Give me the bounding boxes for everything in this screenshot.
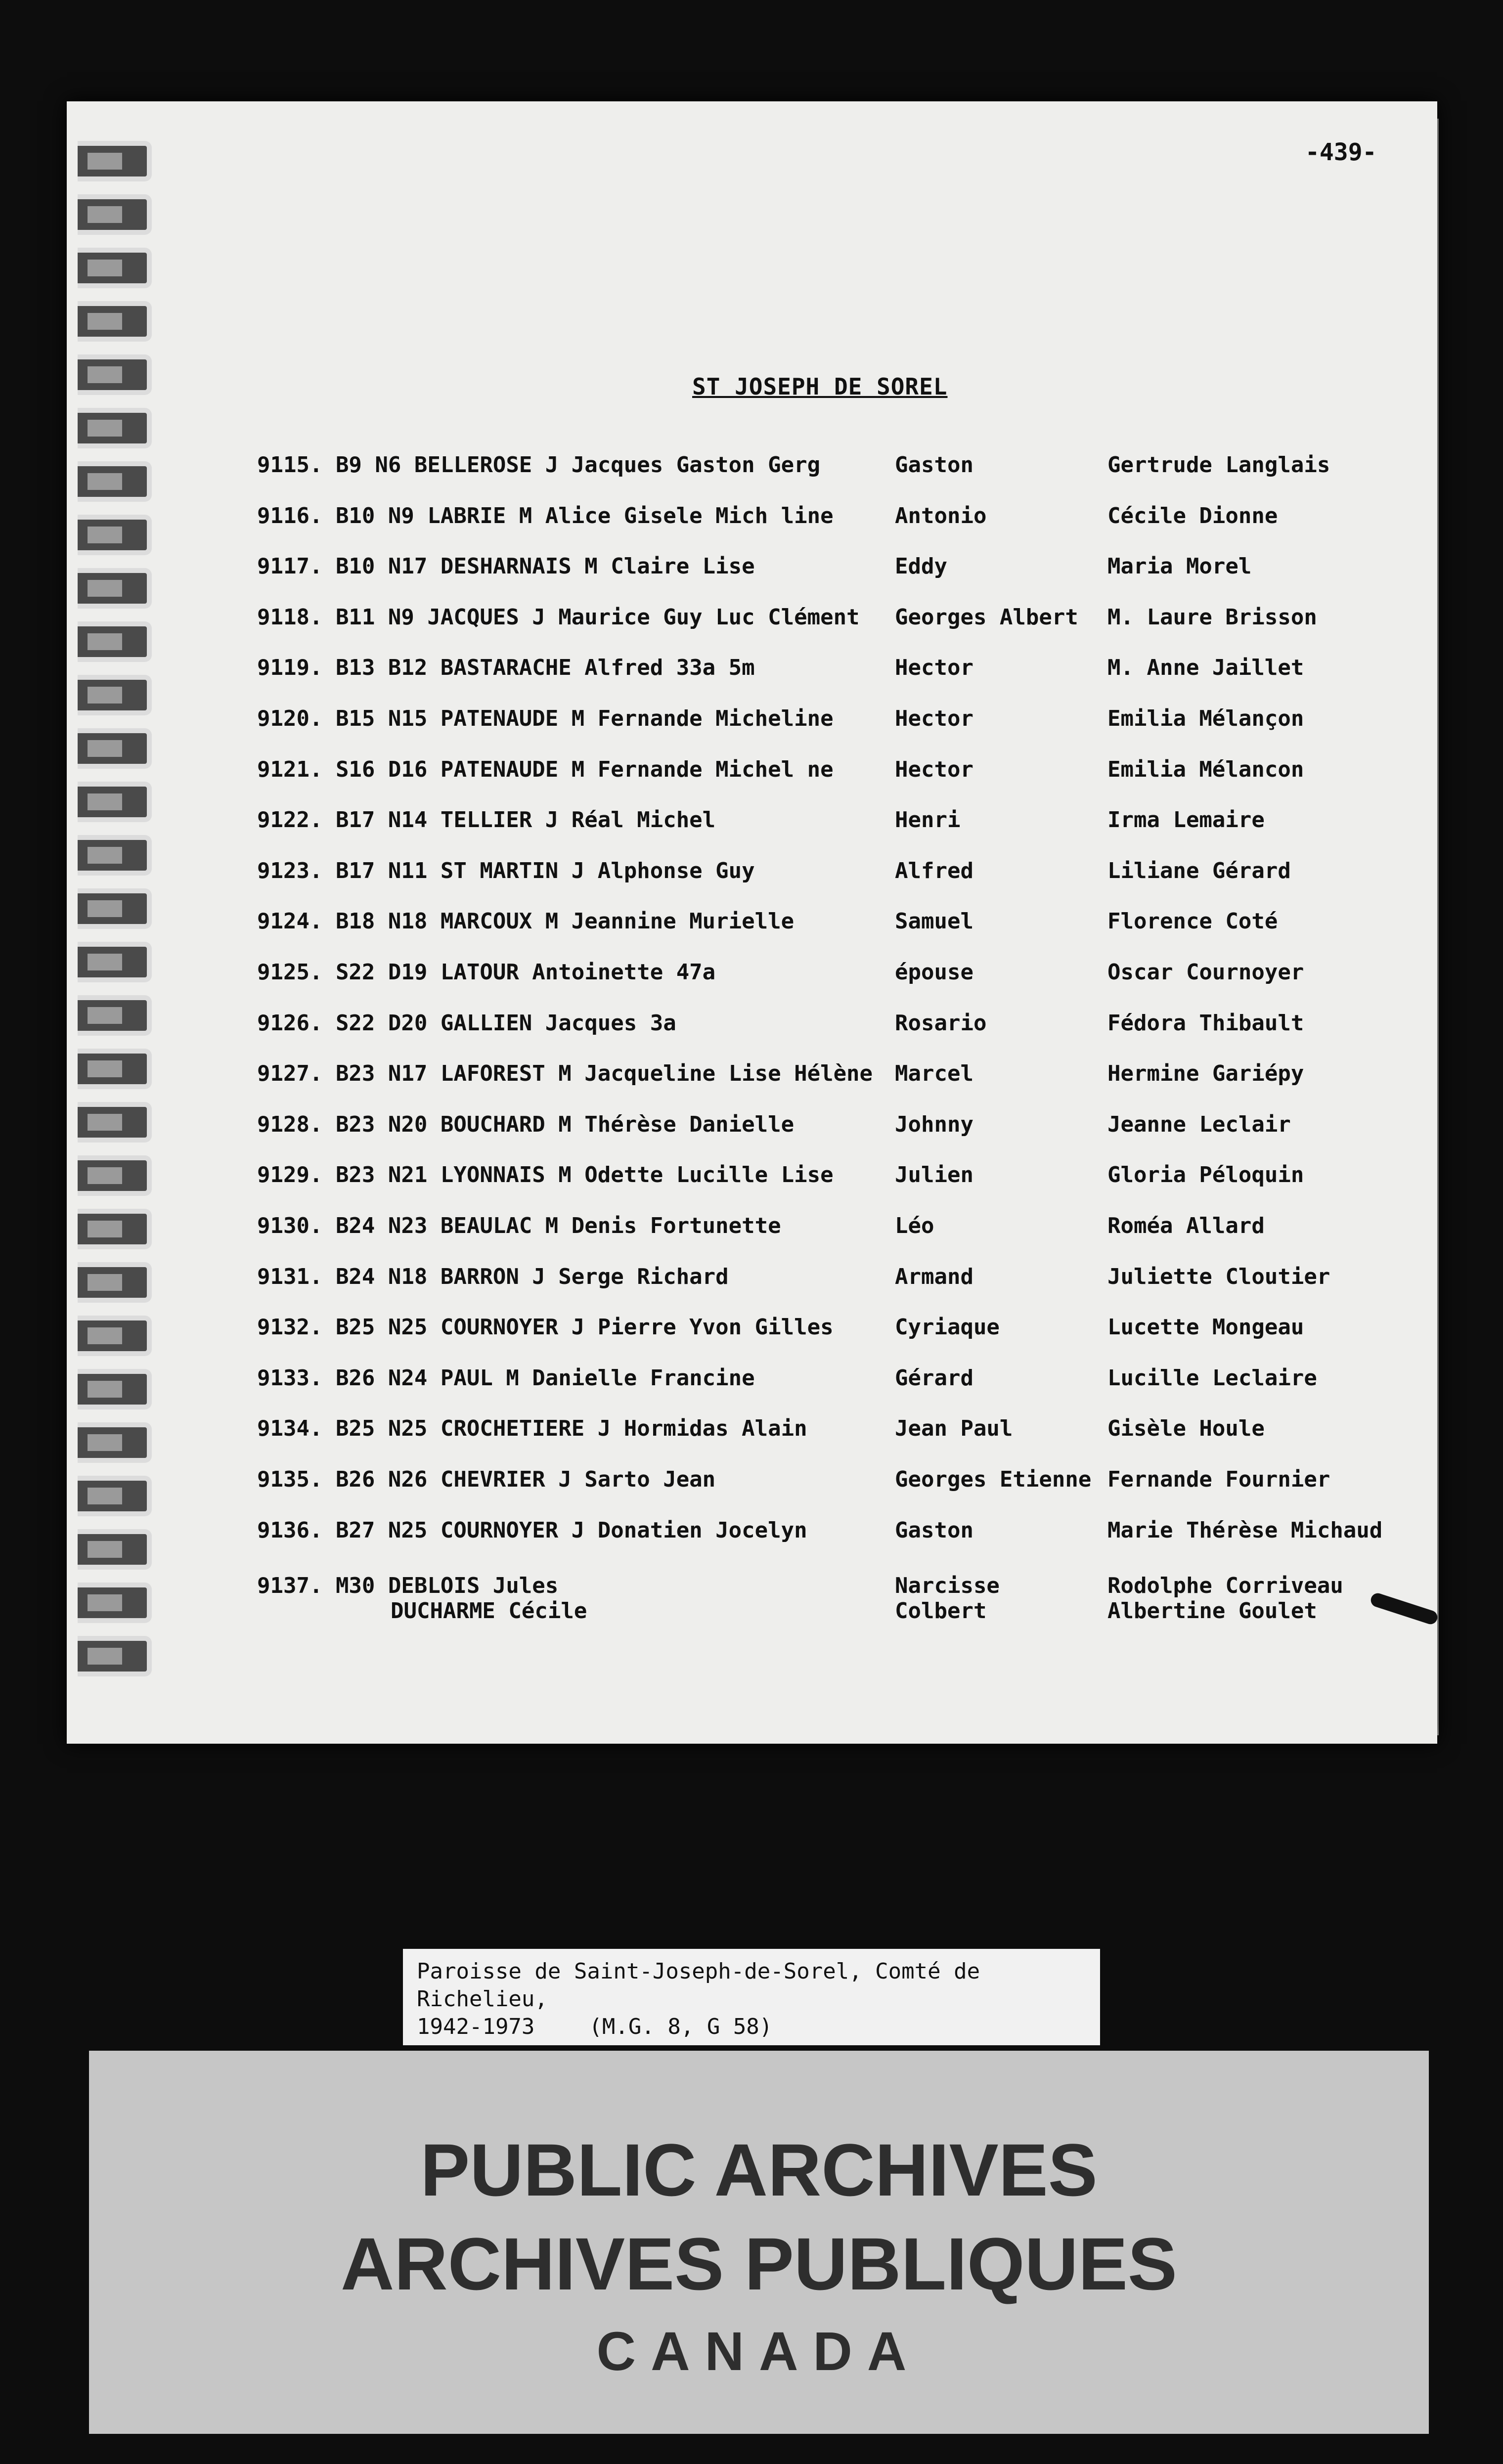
record-father: Johnny [895,1112,973,1137]
record-row [257,909,1394,953]
record-row [257,1011,1394,1055]
record-father: Hector [895,655,973,680]
record-row [257,706,1394,750]
binding-ring [78,728,152,769]
page-number: -439- [1305,138,1377,166]
binding-ring [78,1369,152,1409]
record-father: Alfred [895,858,973,883]
record-row [257,1112,1394,1156]
record-entry: 9135. B26 N26 CHEVRIER J Sarto Jean [257,1467,716,1492]
record-row-last [257,1573,1394,1624]
record-row [257,605,1394,649]
record-mother: Roméa Allard [1107,1213,1265,1238]
record-entry: 9136. B27 N25 COURNOYER J Donatien Jocelyn [257,1518,807,1543]
record-row [257,655,1394,700]
binding-ring [78,1422,152,1463]
record-mother: Irma Lemaire [1107,807,1265,833]
record-entry: 9134. B25 N25 CROCHETIERE J Hormidas Alain [257,1416,807,1441]
binding-ring [78,1316,152,1356]
record-entry: 9128. B23 N20 BOUCHARD M Thérèse Danielle [257,1112,795,1137]
record-entry: 9115. B9 N6 BELLEROSE J Jacques Gaston Gerg [257,452,821,478]
binding-ring [78,568,152,609]
record-col3-line1: Rodolphe Corriveau [1107,1573,1343,1598]
record-entry: 9127. B23 N17 LAFOREST M Jacqueline Lise Hélène [257,1061,873,1086]
binding-ring [78,1636,152,1676]
archive-caption [403,1949,1100,2045]
binding-ring [78,1529,152,1570]
record-row [257,757,1394,801]
archives-label [89,2051,1429,2434]
record-entry: 9129. B23 N21 LYONNAIS M Odette Lucille Lise [257,1162,834,1188]
archives-french: ARCHIVES PUBLIQUES [341,2222,1177,2305]
record-entry: 9125. S22 D19 LATOUR Antoinette 47a [257,960,716,985]
binding-ring [78,408,152,448]
record-entry: 9132. B25 N25 COURNOYER J Pierre Yvon Gilles [257,1315,834,1340]
record-mother: Gertrude Langlais [1107,452,1330,478]
record-father: épouse [895,960,973,985]
binding-ring [78,141,152,181]
record-entry-line2: DUCHARME Cécile [391,1598,587,1624]
record-row [257,960,1394,1004]
page-title: ST JOSEPH DE SOREL [692,373,948,400]
binding-ring [78,1155,152,1196]
record-row [257,554,1394,598]
record-father: Jean Paul [895,1416,1013,1441]
record-entry: 9122. B17 N14 TELLIER J Réal Michel [257,807,716,833]
binding-ring [78,995,152,1036]
record-mother: M. Laure Brisson [1107,605,1317,630]
record-mother: Jeanne Leclair [1107,1112,1291,1137]
binding-ring [78,1583,152,1623]
record-row [257,807,1394,852]
record-row [257,858,1394,903]
record-father: Georges Albert [895,605,1078,630]
record-mother: Lucille Leclaire [1107,1365,1317,1391]
record-row [257,503,1394,548]
record-row [257,1162,1394,1207]
binding-ring [78,248,152,288]
record-father: Julien [895,1162,973,1188]
record-row [257,1213,1394,1258]
record-mother: Emilia Mélancon [1107,757,1304,782]
record-mother: M. Anne Jaillet [1107,655,1304,680]
caption-line1: Paroisse de Saint-Joseph-de-Sorel, Comté de Richelieu, [417,1959,980,2012]
record-mother: Hermine Gariépy [1107,1061,1304,1086]
record-mother: Maria Morel [1107,554,1252,579]
binding-ring [78,1102,152,1143]
record-row [257,452,1394,497]
record-col2-line1: Narcisse [895,1573,1000,1598]
record-mother: Liliane Gérard [1107,858,1291,883]
record-father: Georges Etienne [895,1467,1092,1492]
binding-ring [78,621,152,662]
record-father: Hector [895,757,973,782]
record-entry: 9126. S22 D20 GALLIEN Jacques 3a [257,1011,676,1036]
record-entry: 9133. B26 N24 PAUL M Danielle Francine [257,1365,755,1391]
record-row [257,1467,1394,1511]
record-row [257,1315,1394,1359]
record-father: Henri [895,807,961,833]
binding-ring [78,354,152,395]
record-entry: 9119. B13 B12 BASTARACHE Alfred 33a 5m [257,655,755,680]
binding-ring [78,835,152,876]
record-mother: Fernande Fournier [1107,1467,1330,1492]
record-entry: 9118. B11 N9 JACQUES J Maurice Guy Luc Clément [257,605,860,630]
archives-english: PUBLIC ARCHIVES [420,2128,1098,2211]
binding-ring [78,782,152,822]
record-row [257,1416,1394,1460]
record-entry: 9131. B24 N18 BARRON J Serge Richard [257,1264,729,1289]
record-mother: Cécile Dionne [1107,503,1278,528]
record-mother: Florence Coté [1107,909,1278,934]
record-mother: Juliette Cloutier [1107,1264,1330,1289]
record-row [257,1365,1394,1410]
record-entry: 9116. B10 N9 LABRIE M Alice Gisele Mich line [257,503,834,528]
record-father: Léo [895,1213,934,1238]
binding-ring [78,515,152,555]
binding-ring [78,1262,152,1303]
binding-ring [78,1049,152,1089]
record-col2-line2: Colbert [895,1598,987,1624]
record-row [257,1061,1394,1105]
record-mother: Emilia Mélançon [1107,706,1304,731]
binding-ring [78,942,152,982]
record-father: Gaston [895,452,973,478]
record-mother: Gisèle Houle [1107,1416,1265,1441]
archives-country: CANADA [596,2321,922,2382]
record-entry: 9120. B15 N15 PATENAUDE M Fernande Micheline [257,706,834,731]
record-father: Antonio [895,503,987,528]
binding-ring [78,675,152,715]
record-father: Cyriaque [895,1315,1000,1340]
record-father: Gaston [895,1518,973,1543]
record-entry: 9117. B10 N17 DESHARNAIS M Claire Lise [257,554,755,579]
caption-reference: (M.G. 8, G 58) [589,2014,773,2039]
record-entry: 9124. B18 N18 MARCOUX M Jeannine Murielle [257,909,795,934]
binding-ring [78,194,152,235]
record-row [257,1264,1394,1309]
record-mother: Lucette Mongeau [1107,1315,1304,1340]
record-mother: Oscar Cournoyer [1107,960,1304,985]
record-father: Samuel [895,909,973,934]
record-father: Eddy [895,554,947,579]
record-father: Gérard [895,1365,973,1391]
binding-ring [78,888,152,929]
binding-ring [78,301,152,342]
binding-ring [78,461,152,502]
record-entry: 9130. B24 N23 BEAULAC M Denis Fortunette [257,1213,781,1238]
record-mother: Marie Thérèse Michaud [1107,1518,1383,1543]
record-entry: 9121. S16 D16 PATENAUDE M Fernande Michel ne [257,757,834,782]
record-father: Marcel [895,1061,973,1086]
record-row [257,1518,1394,1562]
binding-ring [78,1209,152,1249]
record-entry-line1: 9137. M30 DEBLOIS Jules [257,1573,559,1598]
record-father: Armand [895,1264,973,1289]
record-father: Hector [895,706,973,731]
record-col3-line2: Albertine Goulet [1107,1598,1317,1624]
record-mother: Gloria Péloquin [1107,1162,1304,1188]
record-mother: Fédora Thibault [1107,1011,1304,1036]
caption-years: 1942-1973 [417,2014,535,2039]
binding-ring [78,1476,152,1516]
record-father: Rosario [895,1011,987,1036]
record-entry: 9123. B17 N11 ST MARTIN J Alphonse Guy [257,858,755,883]
